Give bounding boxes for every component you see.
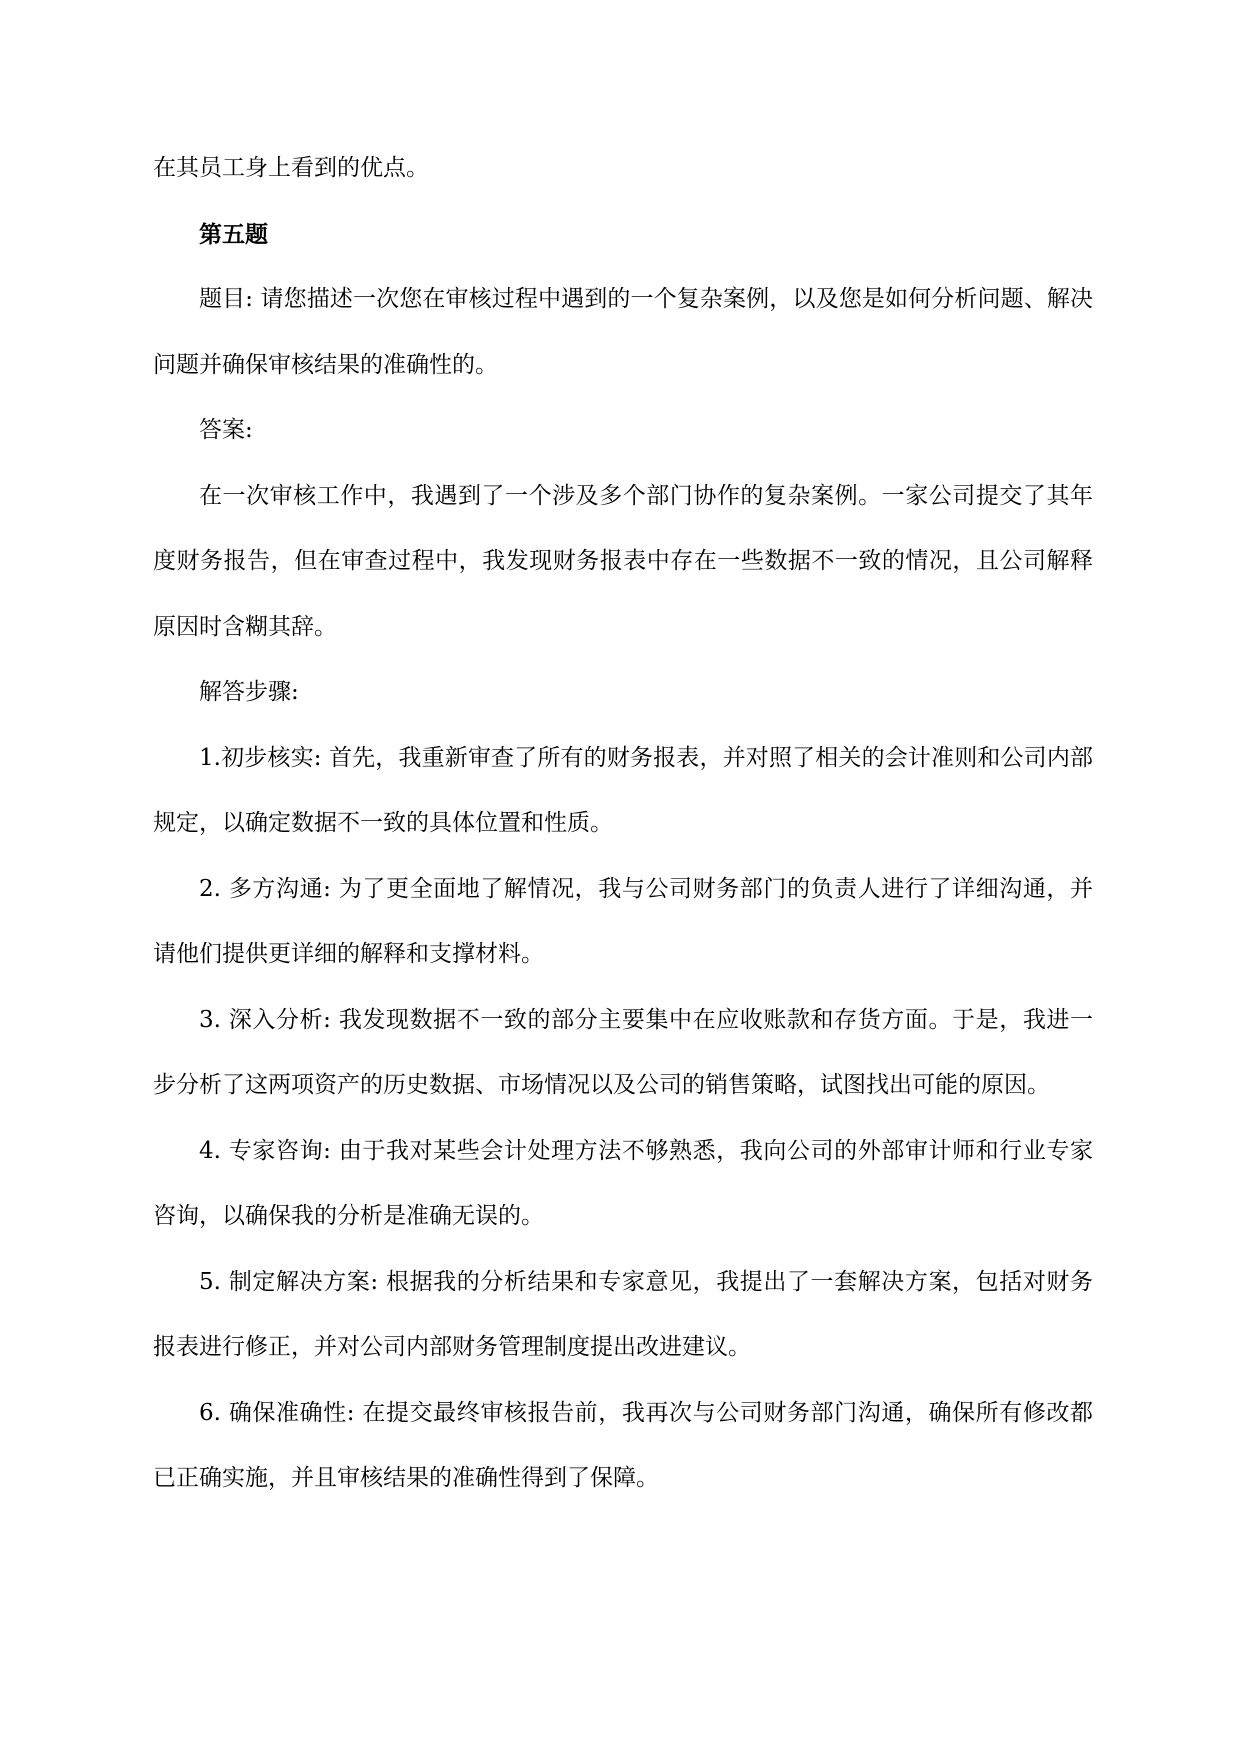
continuation-paragraph: 在其员工身上看到的优点。: [153, 155, 429, 181]
answer-intro-paragraph: 在一次审核工作中，我遇到了一个涉及多个部门协作的复杂案例。一家公司提交了其年度财务报告，但在审查过程中，我发现财务报表中存在一些数据不一致的情况，且公司解释原因时含糊其辞。: [153, 482, 1093, 640]
step-paragraph-1: 1.初步核实: 首先，我重新审查了所有的财务报表，并对照了相关的会计准则和公司内部规定，以确定数据不一致的具体位置和性质。: [153, 744, 1093, 836]
answer-label: 答案:: [199, 417, 253, 443]
question-paragraph: 题目: 请您描述一次您在审核过程中遇到的一个复杂案例，以及您是如何分析问题、解决问题并确保审核结果的准确性的。: [153, 286, 1093, 378]
step-paragraph-2: 2. 多方沟通: 为了更全面地了解情况，我与公司财务部门的负责人进行了详细沟通，并请他们提供更详细的解释和支撑材料。: [153, 875, 1093, 967]
steps-label: 解答步骤:: [199, 679, 299, 705]
step-paragraph-3: 3. 深入分析: 我发现数据不一致的部分主要集中在应收账款和存货方面。于是，我进一步分析了这两项资产的历史数据、市场情况以及公司的销售策略，试图找出可能的原因。: [153, 1006, 1093, 1098]
section-title: 第五题: [199, 220, 268, 248]
document-body: [153, 136, 1093, 1512]
step-paragraph-4: 4. 专家咨询: 由于我对某些会计处理方法不够熟悉，我向公司的外部审计师和行业专家咨询，以确保我的分析是准确无误的。: [153, 1137, 1093, 1229]
step-paragraph-6: 6. 确保准确性: 在提交最终审核报告前，我再次与公司财务部门沟通，确保所有修改都已正确实施，并且审核结果的准确性得到了保障。: [153, 1399, 1093, 1491]
step-paragraph-5: 5. 制定解决方案: 根据我的分析结果和专家意见，我提出了一套解决方案，包括对财务报表进行修正，并对公司内部财务管理制度提出改进建议。: [153, 1268, 1093, 1360]
